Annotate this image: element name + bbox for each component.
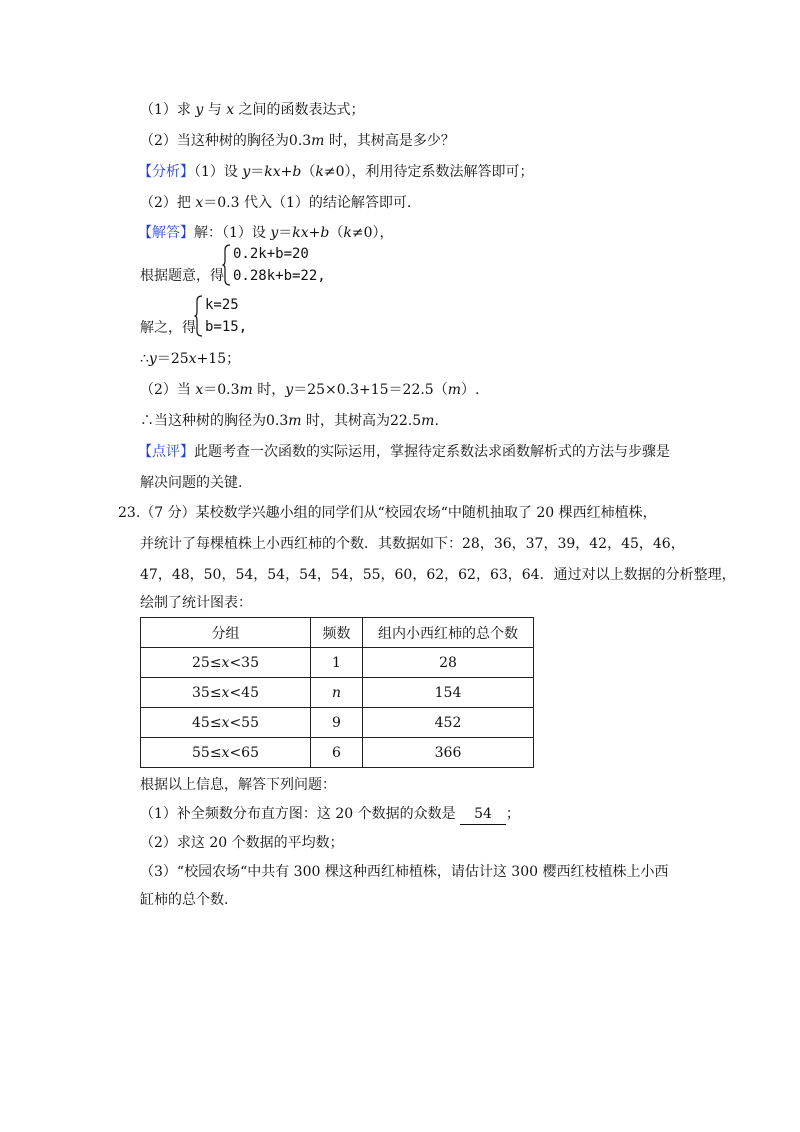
result-line: [140, 349, 240, 369]
var-x: x: [221, 684, 230, 701]
total-cell: 28: [363, 648, 534, 678]
text: <55: [229, 714, 259, 731]
var-k: k: [315, 164, 324, 180]
table-row: [141, 708, 534, 738]
text: ＝25×0.3+15＝22.5（: [293, 382, 448, 398]
question-23-line1: [118, 503, 657, 523]
comment-line1: [138, 442, 670, 462]
part1-question: [140, 100, 365, 120]
frequency-cell: 6: [311, 738, 363, 768]
var-x: x: [221, 714, 230, 731]
info-line: 根据以上信息，解答下列问题：: [140, 777, 336, 793]
unit-m: m: [447, 382, 461, 398]
text: 时，其树高是多少？: [324, 133, 455, 149]
var-x: x: [195, 382, 204, 398]
text: （2）当: [140, 382, 196, 398]
total-cell: 366: [363, 738, 534, 768]
question-23-line3: 47，48，50，54，54，54，54，55，60，62，62，63，64．通过对以上数据的分析整理，: [140, 567, 736, 583]
text: （1）设: [194, 164, 243, 180]
var-y: y: [195, 102, 204, 118]
var-b: b: [292, 164, 302, 180]
text: <45: [229, 684, 259, 701]
frequency-cell: 9: [311, 708, 363, 738]
question-number: 23.: [118, 505, 141, 521]
text: .: [434, 413, 439, 429]
text: 与: [203, 102, 227, 118]
text: ＝: [250, 164, 265, 180]
text: （7 分）某校数学兴趣小组的同学们从“校园农场“中随机抽取了 20 棵西红柿植株，: [140, 505, 657, 521]
left-brace-icon: [194, 295, 204, 337]
text: +: [280, 164, 293, 180]
unit-m: m: [288, 413, 302, 429]
table-row: [141, 648, 534, 678]
var-b: b: [320, 225, 330, 241]
var-kx: kx: [264, 164, 281, 180]
text: ，利用待定系数法解答即可；: [351, 164, 534, 180]
header-total: 组内小西红柿的总个数: [363, 618, 534, 648]
text: ∴当这种树的胸径为0.3: [140, 413, 289, 429]
text: （1）求: [140, 102, 196, 118]
text: ）.: [461, 382, 480, 398]
text: 45≤: [192, 714, 222, 731]
group-cell: [141, 678, 311, 708]
answer-line1: [138, 223, 394, 243]
text: （2）当这种树的胸径为0.3: [140, 133, 312, 149]
frequency-cell: n: [311, 678, 363, 708]
given-label: 根据题意，得: [140, 268, 224, 284]
var-y: y: [285, 382, 294, 398]
text: ≠0）: [323, 164, 352, 180]
text: （2）把: [140, 195, 196, 211]
text: 时，: [252, 382, 286, 398]
text: +15；: [196, 351, 241, 367]
text: 时，其树高为22.5: [301, 413, 422, 429]
group-cell: [141, 738, 311, 768]
analysis-line1: [138, 162, 534, 182]
text: <35: [229, 654, 259, 671]
text: （1）补全频数分布直方图：这 20 个数据的众数是: [140, 806, 456, 822]
var-x: x: [195, 195, 204, 211]
equation-1: 0.2k+b=20: [233, 246, 309, 262]
text: <65: [229, 744, 259, 761]
text: （: [329, 225, 344, 241]
header-group: 分组: [141, 618, 311, 648]
unit-m: m: [421, 413, 435, 429]
table-row: [141, 738, 534, 768]
table-header-row: [141, 618, 534, 648]
text: 此题考查一次函数的实际运用，掌握待定系数法求函数解析式的方法与步骤是: [194, 444, 670, 460]
header-frequency: 频数: [311, 618, 363, 648]
text: 35≤: [192, 684, 222, 701]
comment-tag: 【点评】: [138, 444, 194, 460]
var-x: x: [188, 351, 197, 367]
answer-blank: 54: [460, 804, 506, 825]
var-k: k: [343, 225, 352, 241]
question-23-line2: 并统计了每棵植株上小西红柿的个数．其数据如下：28，36，37，39，42，45，46，: [140, 536, 685, 552]
unit-m: m: [239, 382, 253, 398]
comment-line2: 解决问题的关键.: [140, 475, 243, 491]
total-cell: 154: [363, 678, 534, 708]
var-x: x: [226, 102, 235, 118]
text: ＝0.3: [203, 382, 240, 398]
text: ＝25: [156, 351, 189, 367]
solution-k: k=25: [205, 297, 239, 313]
text: 55≤: [192, 744, 222, 761]
q23-part3-line2: 缸柿的总个数.: [140, 892, 229, 908]
answer-tag: 【解答】: [138, 225, 194, 241]
q23-part3-line1: （3）“校园农场“中共有 300 棵这种西红柿植株，请估计这 300 樱西红枝植株上小西: [140, 864, 669, 880]
statistics-table: [140, 617, 534, 768]
text: ＝0.3 代入（1）的结论解答即可.: [203, 195, 412, 211]
text: ；: [505, 806, 520, 822]
text: 25≤: [192, 654, 222, 671]
text: ＝: [278, 225, 293, 241]
conclusion-line: [140, 411, 439, 431]
text: ≠0），: [351, 225, 394, 241]
group-cell: [141, 648, 311, 678]
var-x: x: [221, 744, 230, 761]
var-x: x: [221, 654, 230, 671]
analysis-line2: [140, 193, 411, 213]
table-row: [141, 678, 534, 708]
var-y: y: [270, 225, 279, 241]
var-y: y: [148, 351, 157, 367]
total-cell: 452: [363, 708, 534, 738]
unit-m: m: [311, 133, 325, 149]
left-brace-icon: [222, 244, 232, 286]
text: +: [308, 225, 321, 241]
text: 之间的函数表达式；: [234, 102, 365, 118]
part2-answer: [140, 380, 479, 400]
frequency-cell: 1: [311, 648, 363, 678]
q23-part2: （2）求这 20 个数据的平均数；: [140, 835, 344, 851]
group-cell: [141, 708, 311, 738]
text: （: [301, 164, 316, 180]
var-kx: kx: [292, 225, 309, 241]
part2-question: [140, 131, 455, 151]
q23-part1: [140, 804, 520, 825]
therefore-symbol: ∴: [140, 351, 149, 367]
solution-b: b=15,: [205, 319, 248, 335]
solve-label: 解之，得: [140, 320, 196, 336]
question-23-line4: 绘制了统计图表：: [140, 595, 252, 611]
var-y: y: [242, 164, 251, 180]
analysis-tag: 【分析】: [138, 164, 194, 180]
text: 解：（1）设: [194, 225, 271, 241]
equation-2: 0.28k+b=22,: [233, 268, 326, 284]
